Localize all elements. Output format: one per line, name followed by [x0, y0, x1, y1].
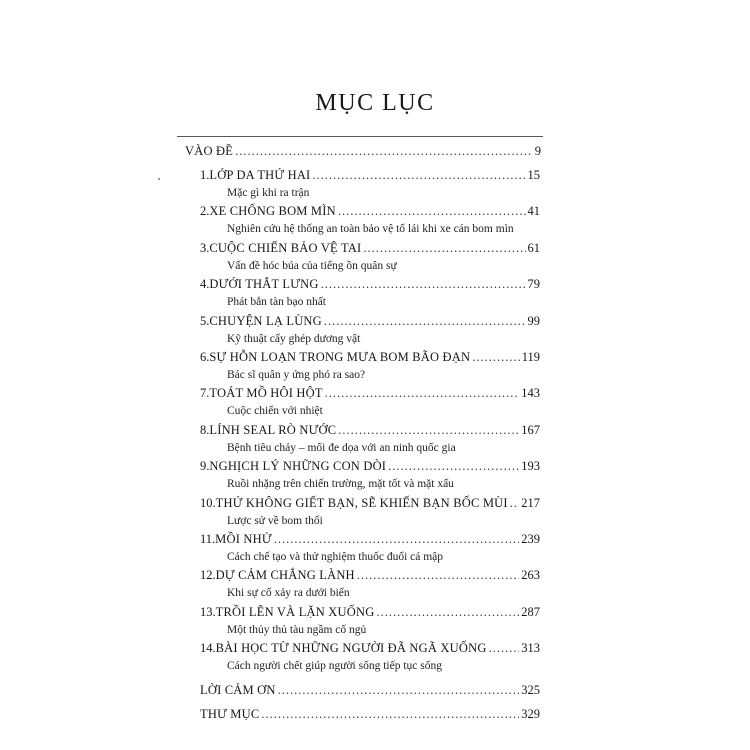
chapter-subtitle: Lược sử về bom thối [227, 514, 323, 527]
chapter-subtitle: Khi sự cố xảy ra dưới biển [227, 587, 350, 600]
chapter-number: 5. [200, 313, 210, 328]
chapter-title: CHUYỆN LẠ LÙNG [209, 313, 322, 328]
dot-leader [312, 168, 525, 183]
dot-leader [261, 707, 519, 722]
dot-leader [325, 386, 520, 401]
toc-entry-chapter [200, 605, 540, 620]
chapter-number: 1. [200, 168, 210, 182]
chapter-subtitle: Cách người chết giúp người sống tiếp tục sống [227, 660, 442, 673]
chapter-page: 119 [521, 350, 540, 364]
chapter-subtitle: Nghiên cứu hệ thống an toàn bảo vệ tổ lái khi xe cán bom mìn [227, 223, 514, 236]
toc-entry-chapter [200, 350, 540, 365]
chapter-page: 15 [527, 168, 540, 182]
chapter-number: 3. [200, 240, 210, 255]
dot-leader [489, 641, 520, 656]
chapter-title: BÀI HỌC TỪ NHỮNG NGƯỜI ĐÃ NGÃ XUỐNG [215, 641, 487, 656]
chapter-title: TRỒI LÊN VÀ LẶN XUỐNG [215, 604, 375, 619]
chapter-title: THỨ KHÔNG GIẾT BẠN, SẼ KHIẾN BẠN BỐC MÙI [215, 495, 508, 510]
dot-leader [363, 241, 525, 256]
toc-entry-bibliography [200, 707, 540, 722]
dot-leader [472, 350, 519, 365]
chapter-page: 239 [521, 532, 540, 546]
chapter-title: XE CHỐNG BOM MÌN [209, 204, 336, 219]
dot-leader [338, 204, 526, 219]
chapter-title: LỚP DA THỨ HAI [209, 168, 311, 182]
chapter-title: CUỘC CHIẾN BẢO VỆ TAI [209, 240, 362, 255]
chapter-subtitle: Kỹ thuật cấy ghép dương vật [227, 332, 361, 345]
chapter-subtitle: Phát bắn tàn bạo nhất [227, 296, 327, 309]
title-divider [177, 136, 543, 137]
dot-leader [324, 314, 526, 329]
entry-page: 325 [521, 683, 540, 697]
toc-entry-chapter [200, 532, 540, 547]
chapter-page: 263 [521, 568, 540, 583]
chapter-page: 287 [521, 604, 540, 619]
toc-entry-chapter [200, 568, 540, 583]
stray-dot [158, 178, 160, 180]
dot-leader [376, 605, 519, 620]
chapter-title: DƯỚI THẮT LƯNG [209, 277, 319, 292]
toc-entry-acknowledgements [200, 683, 540, 698]
entry-page: 9 [534, 144, 541, 158]
chapter-number: 11. [200, 532, 216, 546]
chapter-subtitle: Vấn đề hóc búa của tiếng ồn quân sự [227, 259, 397, 272]
chapter-title: SỰ HỖN LOẠN TRONG MƯA BOM BÃO ĐẠN [209, 350, 471, 364]
entry-label: THƯ MỤC [200, 707, 260, 721]
dot-leader [274, 532, 519, 547]
chapter-subtitle: Bác sĩ quân y ứng phó ra sao? [227, 369, 366, 381]
dot-leader [321, 277, 526, 292]
chapter-page: 41 [527, 204, 540, 219]
toc-entry-chapter [200, 641, 540, 656]
toc-entry-chapter [200, 314, 540, 329]
chapter-page: 143 [521, 386, 540, 401]
toc-entry-intro [185, 144, 541, 159]
page-title: MỤC LỤC [315, 90, 435, 116]
dot-leader [278, 683, 520, 698]
entry-label: LỜI CẢM ƠN [200, 683, 276, 697]
toc-entry-chapter [200, 386, 540, 401]
chapter-page: 217 [521, 495, 540, 510]
chapter-number: 12. [200, 568, 216, 583]
toc-entry-chapter [200, 168, 540, 183]
chapter-number: 4. [200, 277, 210, 292]
chapter-subtitle: Cuộc chiến với nhiệt [227, 405, 323, 418]
toc-entry-chapter [200, 241, 540, 256]
chapter-subtitle: Bệnh tiêu chảy – mối đe dọa với an ninh quốc gia [227, 441, 456, 454]
chapter-subtitle: Một thủy thủ tàu ngầm cố ngủ [227, 623, 367, 636]
chapter-number: 9. [200, 459, 210, 474]
chapter-title: MỒI NHỬ [215, 532, 272, 546]
chapter-subtitle: Mặc gì khi ra trận [227, 187, 310, 199]
chapter-number: 7. [200, 386, 210, 401]
dot-leader [388, 459, 519, 474]
chapter-title: LÍNH SEAL RÒ NƯỚC [209, 422, 337, 437]
toc-entry-chapter [200, 496, 540, 511]
chapter-number: 6. [200, 350, 210, 364]
chapter-number: 14. [200, 641, 216, 656]
chapter-title: DỰ CẢM CHẲNG LÀNH [215, 568, 355, 583]
chapter-page: 193 [521, 459, 540, 474]
toc-entry-chapter [200, 204, 540, 219]
chapter-title: NGHỊCH LÝ NHỮNG CON DÒI [209, 459, 387, 474]
chapter-page: 99 [527, 313, 540, 328]
dot-leader [510, 496, 520, 511]
entry-page: 329 [521, 707, 540, 721]
chapter-subtitle: Ruồi nhặng trên chiến trường, mặt tốt và mặt xấu [227, 478, 454, 491]
toc-entry-chapter [200, 277, 540, 292]
chapter-page: 167 [521, 422, 540, 437]
chapter-page: 79 [527, 277, 540, 292]
toc-entry-chapter [200, 423, 540, 438]
chapter-number: 8. [200, 422, 210, 437]
entry-label: VÀO ĐỀ [185, 144, 234, 158]
chapter-title: TOÁT MỒ HÔI HỘT [209, 386, 323, 401]
chapter-number: 13. [200, 604, 216, 619]
dot-leader [235, 144, 533, 159]
chapter-subtitle: Cách chế tạo và thử nghiệm thuốc đuổi cá mập [227, 551, 444, 563]
chapter-number: 2. [200, 204, 210, 219]
chapter-page: 313 [521, 641, 540, 656]
toc-entry-chapter [200, 459, 540, 474]
dot-leader [357, 568, 519, 583]
dot-leader [338, 423, 519, 438]
chapter-number: 10. [200, 495, 216, 510]
chapter-page: 61 [527, 240, 540, 255]
